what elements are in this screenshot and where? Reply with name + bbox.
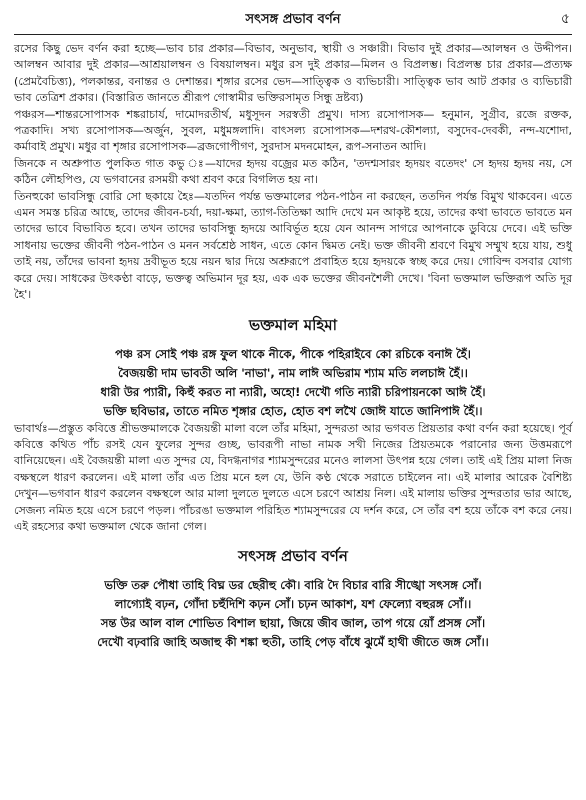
intro-paragraph: রসের কিছু ভেদ বর্ণন করা হচ্ছে—ভাব চার প্রকার—বিভাব, অনুভাব, স্থায়ী ও সঞ্চারী। বিভাব দুই প্রকার—আলম্বন ও উদ্দীপন। আলম্বন আবার দুই প্রকার—আশ্রয়ালম্বন ও বিষয়ালম্বন। মধুর রস দুই প্রকার—মিলন ও বিপ্রলম্ভ। বিপ্রলম্ভ চার প্রকার—প্রত্যক্ষ (প্রেমবৈচিত্ত্য), পলকান্তর, বনান্তর ও দেশান্তর। শৃঙ্গার রসের ভেদ—সাত্ত্বিক ও ব্যভিচারী। সাত্ত্বিক ভাব আট প্রকার ও ব্যভিচারী ভাব তেত্রিশ প্রকার। (বিস্তারিত জানতে শ্রীরূপ গোস্বামীর ভক্তিরসামৃত সিন্ধু দ্রষ্টব্য) [14, 42, 572, 105]
running-title: সৎসঙ্গ প্রভাব বর্ণন [245, 12, 341, 27]
verse-line: বৈজয়ন্তী দাম ভাবতী অলি 'নাভা', নাম লাঈ অভিরাম শ্যাম মতি ললচাঈ হৈঁ।। [118, 365, 468, 380]
verse-line: পঞ্চ রস সোই পঞ্চ রঙ্গ ফুল থাকে নীকে, পীকে পহিরাইবে কো রচিকে বনাঈ হৈঁ। [115, 346, 471, 361]
quote-paragraph: জিনকে ন অশ্রুপাত পুলকিত গাত কভু ঃ—যাদের হৃদয় বজ্রের মত কঠিন, 'তদশ্মসারং হৃদয়ং বতেদং' সে হৃদয় হৃদয় নয়, সে কঠিন লৌহপিণ্ড, যে ভগবানের রসময়ী কথা শ্রবণ করে বিগলিত হয় না। [14, 156, 572, 187]
verse-block-1 [14, 345, 572, 421]
page-header [14, 8, 572, 35]
page-number: ৫ [560, 11, 570, 27]
verse-line: ভক্তি ছবিভার, তাতে নমিত শৃঙ্গার হোত, হোত বশ লখৈ জোঈ যাতে জানিপাঈ হৈঁ।। [103, 403, 483, 418]
verse-line: লাগ্যোই বঢ়ন, গোঁদা চহুঁদিশি কঢ়ন সোঁ। চঢ়ন আকাশ, যশ ফেল্যো বহুরঙ্গ সোঁ।। [114, 597, 472, 612]
bhaktisindhu-paragraph: তিনহুকো ভাবসিন্ধু বোরি সো ছকায়ে হৈঃ—যতদিন পর্যন্ত ভক্তমালের পঠন-পাঠন না করছেন, ততদিন পর্যন্ত বিমুখ থাকবেন। এতে এমন সমস্ত চরিত্র আছে, তাদের জীবন-চর্যা, দয়া-ক্ষমা, ত্যাগ-তিতিক্ষা আদি দেখে মন আকৃষ্ট হয়ে, তাদের কথা ভাবতে ভাবতে মন তাদের ভাবে বিভাবিত হবে। তখন তাদের ভাবসিন্ধু হৃদয়ে আবির্ভূত হয়ে যেন আনন্দ সাগরে আপনাকে ডুবিয়ে দেবে। এই ভক্তি সাধনায় ভক্তের জীবনী পঠন-পাঠন ও মনন সর্বশ্রেষ্ঠ সাধন, এতে কোন দ্বিমত নেই। ভক্ত জীবনী শ্রবণে বিমুখ সম্মুখ হয়ে যায়, শুধু তাই নয়, তাঁদের ভাবনা হৃদয় দ্রবীভূত হয়ে নয়ন দ্বার দিয়ে অশ্রুরূপে প্রবাহিত হয়ে হৃদয়কে স্বচ্ছ করে দেয়। গোবিন্দ বসবার যোগ্য করে দেয়। সাধকের উৎকণ্ঠা বাড়ে, ভক্তত্ব অভিমান দূর হয়, এক এক ভক্তের জীবনশৈলী দেখে। 'বিনা ভক্তমাল ভক্তিরূপ অতি দূর হৈ'। [14, 189, 572, 302]
verse-line: সন্ত উর আল বাল শোভিত বিশাল ছায়া, জিয়ে জীব জাল, তাপ গয়ে য়োঁ প্রসঙ্গ সোঁ। [100, 616, 486, 631]
bhavartha-paragraph: ভাবার্থঃ—প্রস্তুত কবিত্তে শ্রীভক্তমালকে বৈজয়ন্তী মালা বলে তাঁর মহিমা, সুন্দরতা আর ভগবত প্রিয়তার কথা বর্ণন করা হয়েছে। পূর্ব কবিত্তে কথিত পাঁচ রসই যেন ফুলের সুন্দর গুচ্ছ, ভাবরূপী নাভা নামক সখী নিজের প্রিয়তমকে পরানোর জন্য উত্তমরূপে বানিয়েছেন। এই বৈজয়ন্তী মালা এত সুন্দর যে, বিদগ্ধনাগর শ্যামসুন্দরের মনেও লালসা উৎপন্ন হয়ে গেল। তাই এই প্রিয় মালা নিজ বক্ষস্থলে ধারণ করলেন। এই মালা তাঁর এত প্রিয় মনে হল যে, উনি কণ্ঠ থেকে সরাতে চাইলেন না। এই মালার আরেক বৈশিষ্ট্য দেখুন—ভগবান ধারণ করলেন বক্ষস্থলে আর মালা দুলতে দুলতে এসে চরণে আশ্রয় নিল। এই মালায় ভক্তির সুন্দরতার ভার আছে, সেজন্য নমিত হয়ে এসে চরণে পড়ল। পাঁচরঙা ভক্তমাল পরিহিত শ্যামসুন্দরের যে দর্শন করে, সে তাঁর বশ হয়ে তাঁকে বশ করে নেয়। এই রহস্যের কথা ভক্তমাল থেকে জানা গেল। [14, 421, 572, 533]
verse-line: ভক্তি তরু পৌধা তাহি বিঘ্ন ডর ছেরীহু কৌ। বারি দৈ বিচার বারি সীঙ্খো সৎসঙ্গ সোঁ। [104, 578, 482, 593]
section-heading-bhaktamal: ভক্তমাল মহিমা [248, 315, 337, 334]
section-heading-satsang: সৎসঙ্গ প্রভাব বর্ণন [238, 547, 348, 566]
verse-block-2 [14, 576, 572, 652]
verse-line: দেখৌ বঢ়বারি জাহি অজাহু কী শঙ্কা হুতী, তাহি পেড় বাঁধে ঝুমেঁ হাথী জীতে জঙ্গ সোঁ।। [97, 635, 489, 650]
verse-line: ধারী উর প্যারী, কিহুঁ করত না ন্যারী, অহো! দেখৌ গতি ন্যারী চরিপায়নকো আঈ হৈঁ। [100, 384, 486, 399]
panchrasa-paragraph: পঞ্চরস—শান্তরসোপাসক শঙ্করাচার্য, দামোদরতীর্থ, মধুসূদন সরস্বতী প্রমুখ। দাস্য রসোপাসক— হনুমান, সুগ্রীব, রজে রক্তক, পত্রকাদি। সখ্য রসোপাসক—অর্জুন, সুবল, মধুমঙ্গলাদি। বাৎসল্য রসোপাসক—দশরথ-কৌশল্যা, বসুদেব-দেবকী, নন্দ-যশোদা, কর্মাবাই প্রমুখ। মধুর বা শৃঙ্গার রসোপাসক—ব্রজগোপীগণ, সুরদাস মদনমোহন, রূপ-সনাতন আদি। [14, 107, 572, 154]
